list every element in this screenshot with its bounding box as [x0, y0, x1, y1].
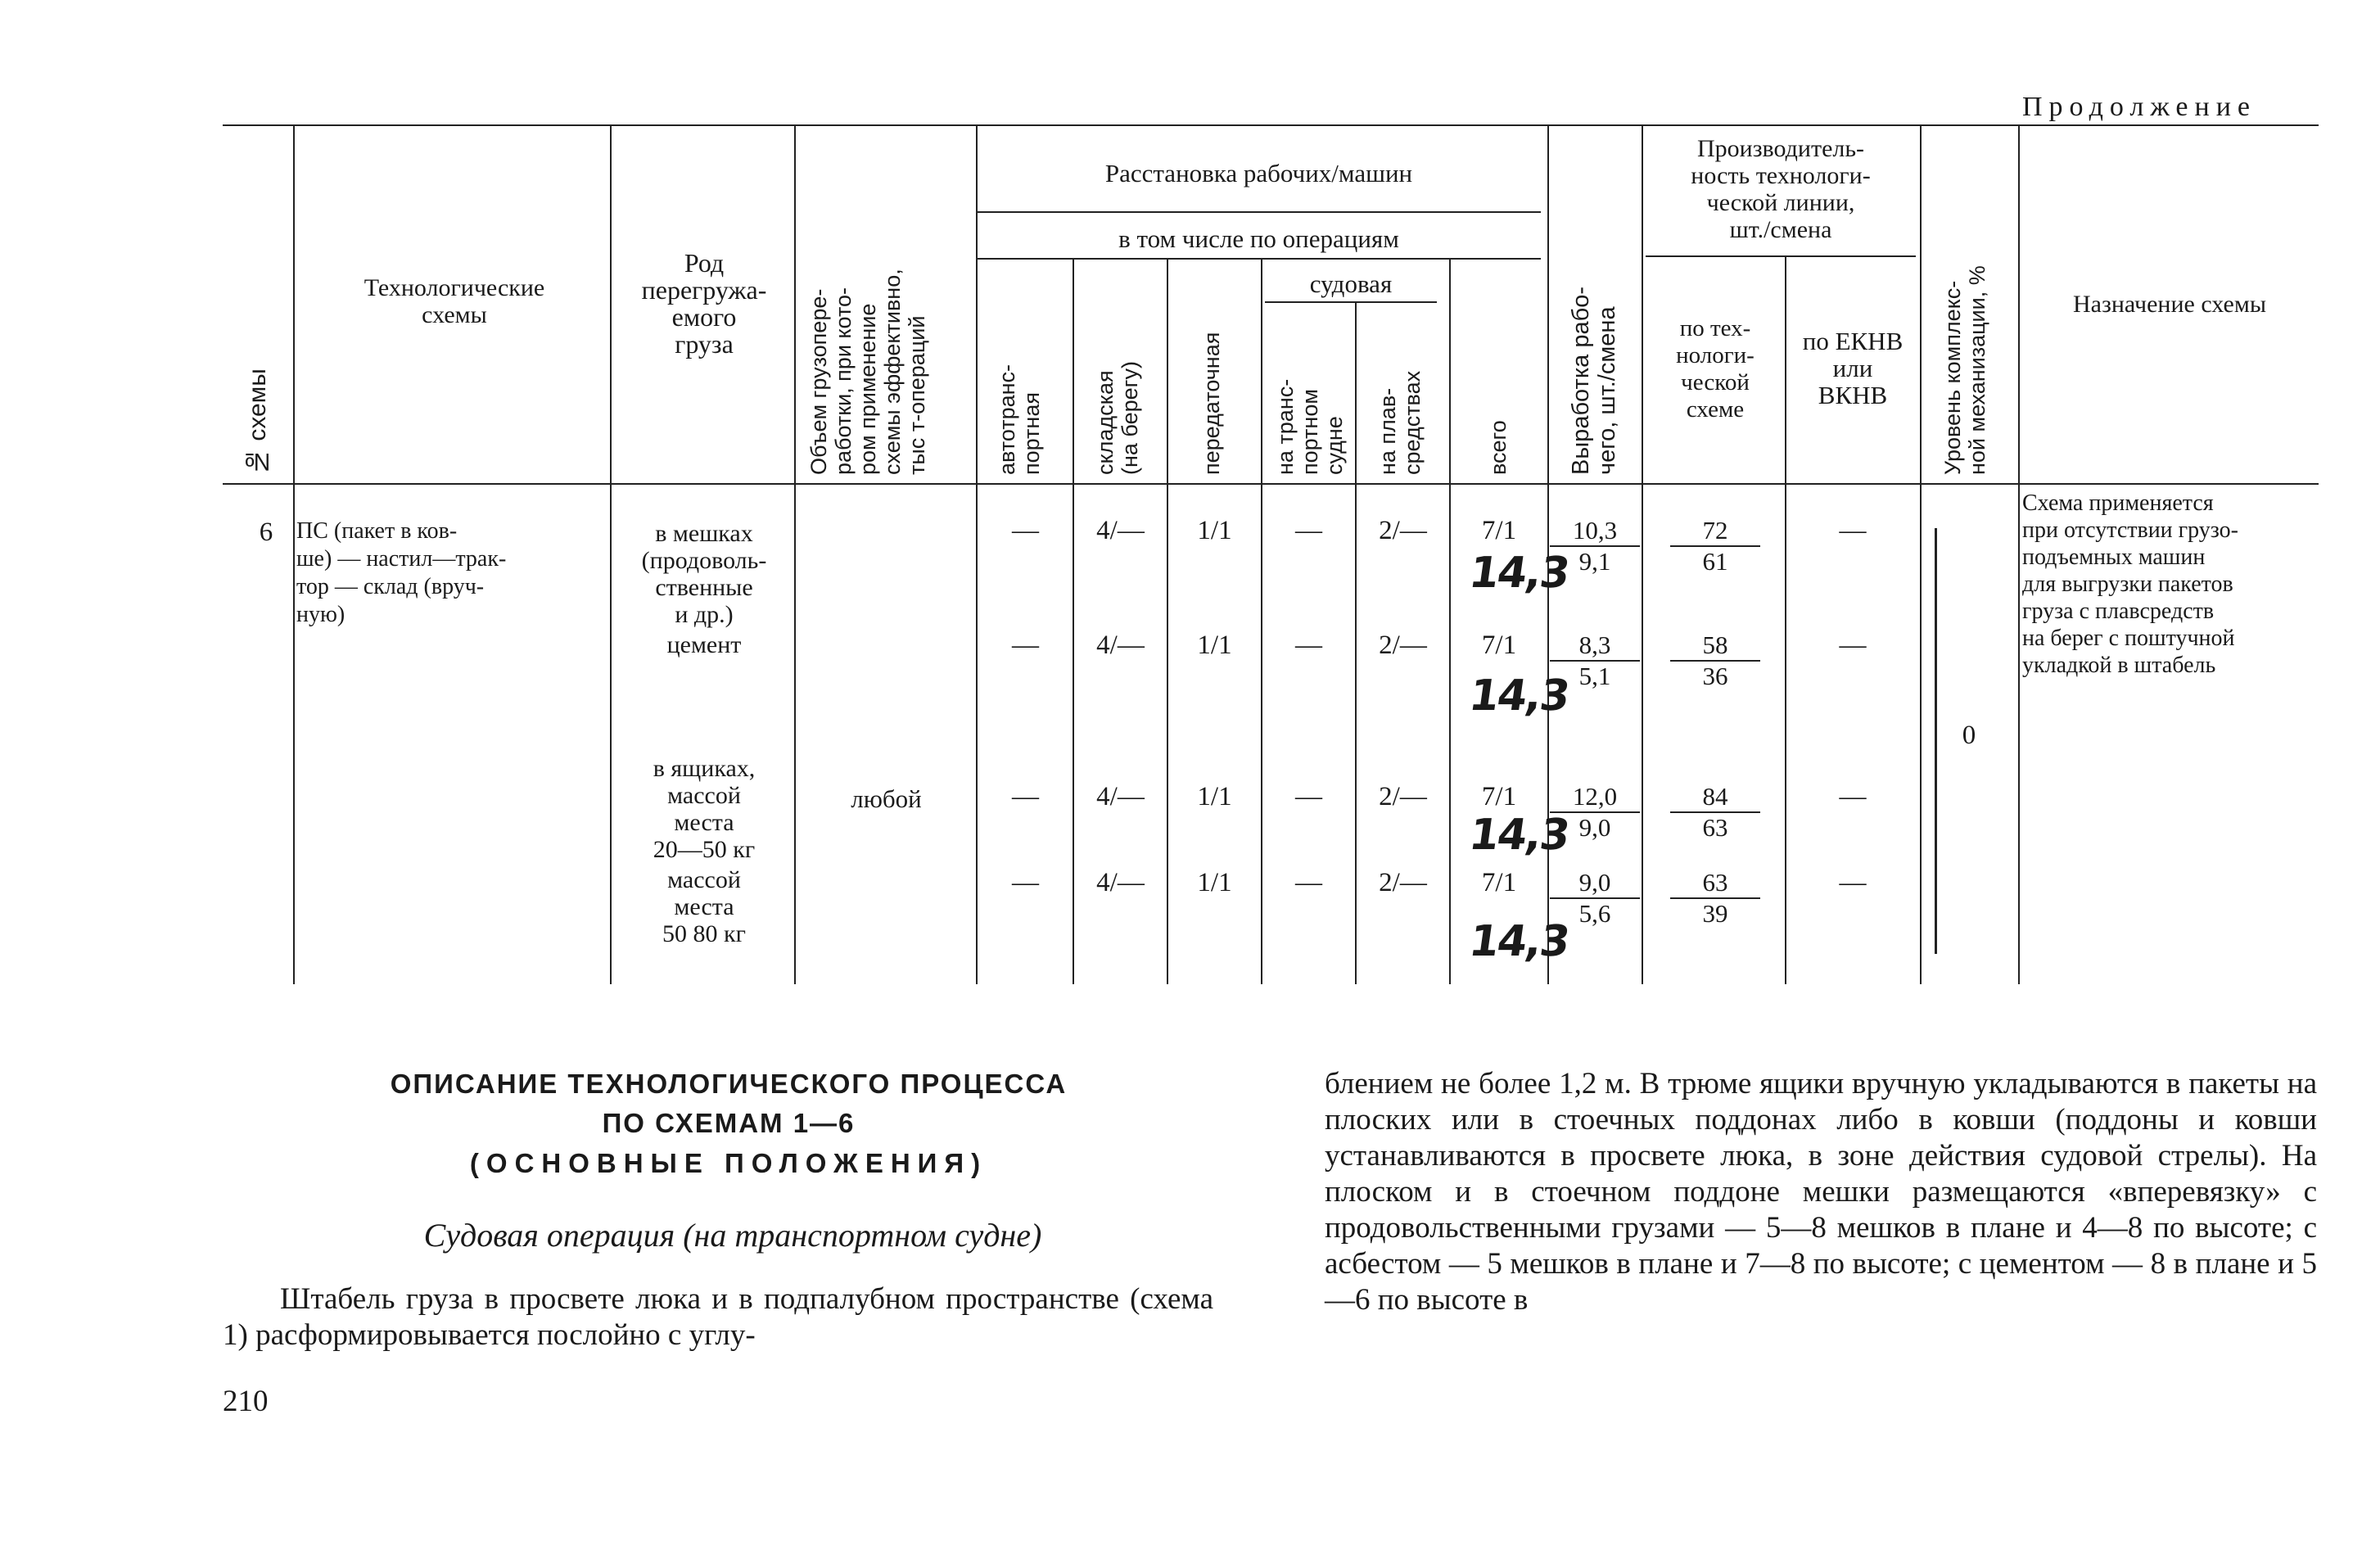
header-volume: Объем грузопере- работки, при кото- ром применение схемы эффективно, тыс т-операций: [806, 269, 929, 475]
col-divider: [976, 124, 978, 984]
header-on-ship: на транс- портном судне: [1273, 378, 1347, 475]
section-subheading: Судовая операция (на транспортном судне): [423, 1217, 1042, 1254]
prod-fraction: $\frac{63}{39}$: [1670, 868, 1760, 929]
wh-value: 4/—: [1096, 782, 1145, 811]
output-fraction: $\frac{8,3}{5,1}$: [1550, 630, 1640, 691]
col-divider: [1920, 124, 1922, 984]
row-scheme-no: 6: [259, 517, 273, 547]
header-by-ekniv: по ЕКНВ или ВКНВ: [1802, 327, 1904, 409]
row-scheme: ПС (пакет в ков- ше) — настил—трак- тор — склад (вруч- ную): [296, 518, 507, 627]
auto-value: —: [1012, 630, 1039, 660]
prod-fraction: $\frac{58}{36}$: [1670, 630, 1760, 691]
total-value: 7/1: [1481, 868, 1517, 897]
header-ship-group: судовая: [1309, 269, 1393, 298]
handwritten-note: 14,3: [1465, 549, 1572, 598]
float-value: 2/—: [1379, 782, 1427, 811]
ekniv-value: —: [1839, 516, 1867, 545]
header-cargo-type: Род перегружа- емого груза: [641, 248, 767, 359]
cargo-type: в мешках (продоволь- ственные и др.): [641, 520, 767, 628]
brace: [1935, 528, 1944, 954]
auto-value: —: [1012, 782, 1039, 811]
col-divider: [1785, 255, 1786, 984]
total-value: 7/1: [1481, 516, 1517, 545]
total-value: 7/1: [1481, 630, 1517, 660]
section-heading-2: ПО СХЕМАМ 1—6: [602, 1108, 856, 1138]
col-divider: [610, 124, 612, 984]
output-fraction: $\frac{10,3}{9,1}$: [1550, 516, 1640, 576]
header-incl-ops: в том числе по операциям: [1118, 224, 1399, 253]
row-purpose: Схема применяется при отсутствии грузо- подъемных машин для выгрузки пакетов груза с плавсредств на берег с поштучной укладкой в штабель: [2022, 490, 2239, 678]
tr-value: 1/1: [1197, 630, 1232, 660]
header-purpose: Назначение схемы: [2073, 291, 2266, 318]
auto-value: —: [1012, 868, 1039, 897]
header-scheme-no: № схемы: [244, 368, 271, 475]
prod-fraction: $\frac{84}{63}$: [1670, 782, 1760, 843]
paragraph-right: блением не более 1,2 м. В трюме ящики вручную укладываются в пакеты на плоских или в стоечных поддонах либо в ковши (поддоны и ковши устанавливаются в просвете люка, в зоне действия судовой стрелы). На плоском и в стоечном поддоне мешки размещаются «вперевязку» с продовольственными грузами — 5—8 мешков в плане и 4—8 по высоте; с асбестом — 5 мешков в плане и 7—8 по высоте; с цементом — 8 в плане и 5—6 по высоте в: [1325, 1067, 2317, 1317]
table-top-rule: [223, 124, 2319, 126]
cargo-type: массой места 50 80 кг: [662, 866, 746, 947]
ekniv-value: —: [1839, 630, 1867, 660]
float-value: 2/—: [1379, 630, 1427, 660]
header-bottom-rule: [223, 483, 2319, 485]
header-transfer: передаточная: [1199, 332, 1224, 475]
output-fraction: $\frac{12,0}{9,0}$: [1550, 782, 1640, 843]
wh-value: 4/—: [1096, 516, 1145, 545]
col-divider: [1642, 124, 1643, 984]
header-warehouse: складская (на берегу): [1093, 361, 1142, 475]
col-divider: [794, 124, 796, 984]
continuation-label: Продолжение: [2022, 92, 2257, 122]
col-divider: [293, 124, 295, 984]
prod-fraction: $\frac{72}{61}$: [1670, 516, 1760, 576]
ekniv-value: —: [1839, 868, 1867, 897]
total-value: 7/1: [1481, 782, 1517, 811]
header-rule-ship: [1265, 301, 1437, 303]
page-number: 210: [223, 1385, 269, 1418]
auto-value: —: [1012, 516, 1039, 545]
wh-value: 4/—: [1096, 630, 1145, 660]
header-output: Выработка рабо- чего, шт./смена: [1568, 287, 1620, 475]
header-rule-placement: [976, 211, 1541, 213]
float-value: 2/—: [1379, 868, 1427, 897]
ship-value: —: [1295, 782, 1322, 811]
header-placement: Расстановка рабочих/машин: [1104, 159, 1413, 188]
ship-value: —: [1295, 868, 1322, 897]
tr-value: 1/1: [1197, 782, 1232, 811]
cargo-type: цемент: [666, 631, 742, 658]
ekniv-value: —: [1839, 782, 1867, 811]
header-mech-level: Уровень комплекс- ной механизации, %: [1940, 265, 1989, 475]
tr-value: 1/1: [1197, 516, 1232, 545]
header-auto: автотранс- портная: [995, 364, 1044, 475]
header-total: всего: [1486, 420, 1511, 475]
col-divider: [2018, 124, 2020, 984]
handwritten-note: 14,3: [1465, 811, 1572, 860]
header-by-tech: по тех- нологи- ческой схеме: [1676, 315, 1755, 423]
ship-value: —: [1295, 516, 1322, 545]
cargo-type: в ящиках, массой места 20—50 кг: [653, 755, 756, 863]
section-heading-1: ОПИСАНИЕ ТЕХНОЛОГИЧЕСКОГО ПРОЦЕССА: [390, 1069, 1068, 1099]
tr-value: 1/1: [1197, 868, 1232, 897]
header-rule-ops: [976, 258, 1541, 260]
header-on-float: на плав- средствах: [1375, 370, 1425, 475]
header-rule-prod: [1646, 255, 1916, 257]
header-tech-schemes: Технологические схемы: [364, 274, 545, 328]
row-volume: любой: [851, 784, 922, 813]
output-fraction: $\frac{9,0}{5,6}$: [1550, 868, 1640, 929]
header-productivity: Производитель- ность технологи- ческой линии, шт./смена: [1691, 135, 1871, 243]
row-mech-level: 0: [1962, 721, 1976, 750]
handwritten-note: 14,3: [1465, 917, 1572, 966]
handwritten-note: 14,3: [1465, 671, 1572, 721]
float-value: 2/—: [1379, 516, 1427, 545]
paragraph-left: Штабель груза в просвете люка и в подпалубном пространстве (схема 1) расформировывается послойно с углу-: [223, 1282, 1213, 1352]
section-heading-3: (ОСНОВНЫЕ ПОЛОЖЕНИЯ): [469, 1148, 988, 1178]
ship-value: —: [1295, 630, 1322, 660]
wh-value: 4/—: [1096, 868, 1145, 897]
